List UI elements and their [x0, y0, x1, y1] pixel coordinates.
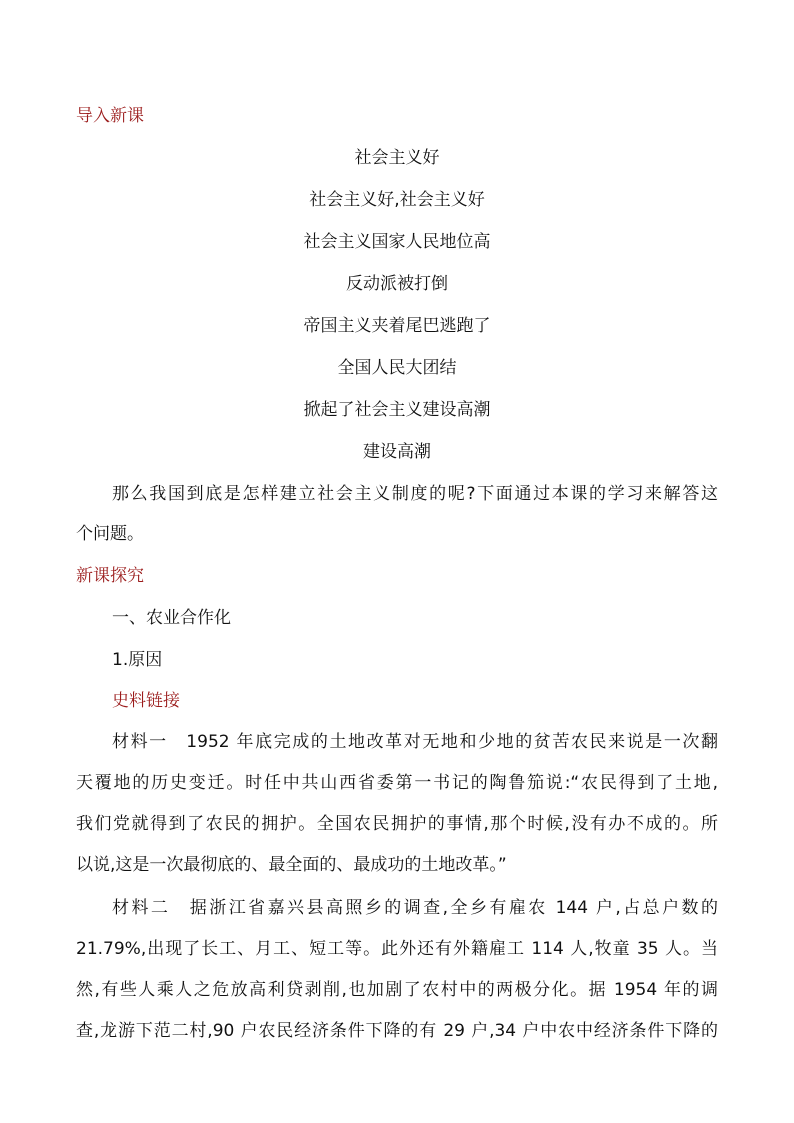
new-lesson-heading: 新课探究 — [76, 566, 144, 586]
poem-line: 社会主义国家人民地位高 — [303, 232, 491, 252]
intro-question-line: 个问题。 — [76, 524, 144, 544]
material-two-line: 查,龙游下范二村,90 户农民经济条件下降的有 29 户,34 户中农中经济条件下降的 — [76, 1021, 718, 1041]
material-two-line: 然,有些人乘人之危放高利贷剥削,也加剧了农村中的两极分化。据 1954 年的调 — [76, 980, 718, 1000]
poem-line: 社会主义好,社会主义好 — [309, 190, 485, 210]
material-one-line: 我们党就得到了农民的拥护。全国农民拥护的事情,那个时候,没有办不成的。所 — [76, 814, 718, 834]
poem-line: 建设高潮 — [363, 442, 431, 462]
material-one-line: 天覆地的历史变迁。时任中共山西省委第一书记的陶鲁笳说:“农民得到了土地, — [76, 773, 718, 793]
point-one-heading: 1.原因 — [112, 650, 163, 670]
part-one-heading: 一、农业合作化 — [112, 608, 231, 628]
sources-label: 史料链接 — [112, 691, 180, 711]
poem-line: 掀起了社会主义建设高潮 — [303, 400, 491, 420]
poem-line: 社会主义好 — [354, 148, 440, 168]
intro-heading: 导入新课 — [76, 106, 144, 126]
poem-line: 反动派被打倒 — [346, 274, 448, 294]
poem-line: 帝国主义夹着尾巴逃跑了 — [303, 316, 491, 336]
intro-question-line: 那么我国到底是怎样建立社会主义制度的呢?下面通过本课的学习来解答这 — [112, 484, 718, 504]
material-one-line: 材料一 1952 年底完成的土地改革对无地和少地的贫苦农民来说是一次翻 — [112, 732, 718, 752]
material-two-line: 21.79%,出现了长工、月工、短工等。此外还有外籍雇工 114 人,牧童 35 人。当 — [76, 939, 718, 959]
poem-line: 全国人民大团结 — [337, 358, 457, 378]
material-two-line: 材料二 据浙江省嘉兴县高照乡的调查,全乡有雇农 144 户,占总户数的 — [112, 898, 718, 918]
material-one-line: 以说,这是一次最彻底的、最全面的、最成功的土地改革。” — [76, 855, 507, 875]
